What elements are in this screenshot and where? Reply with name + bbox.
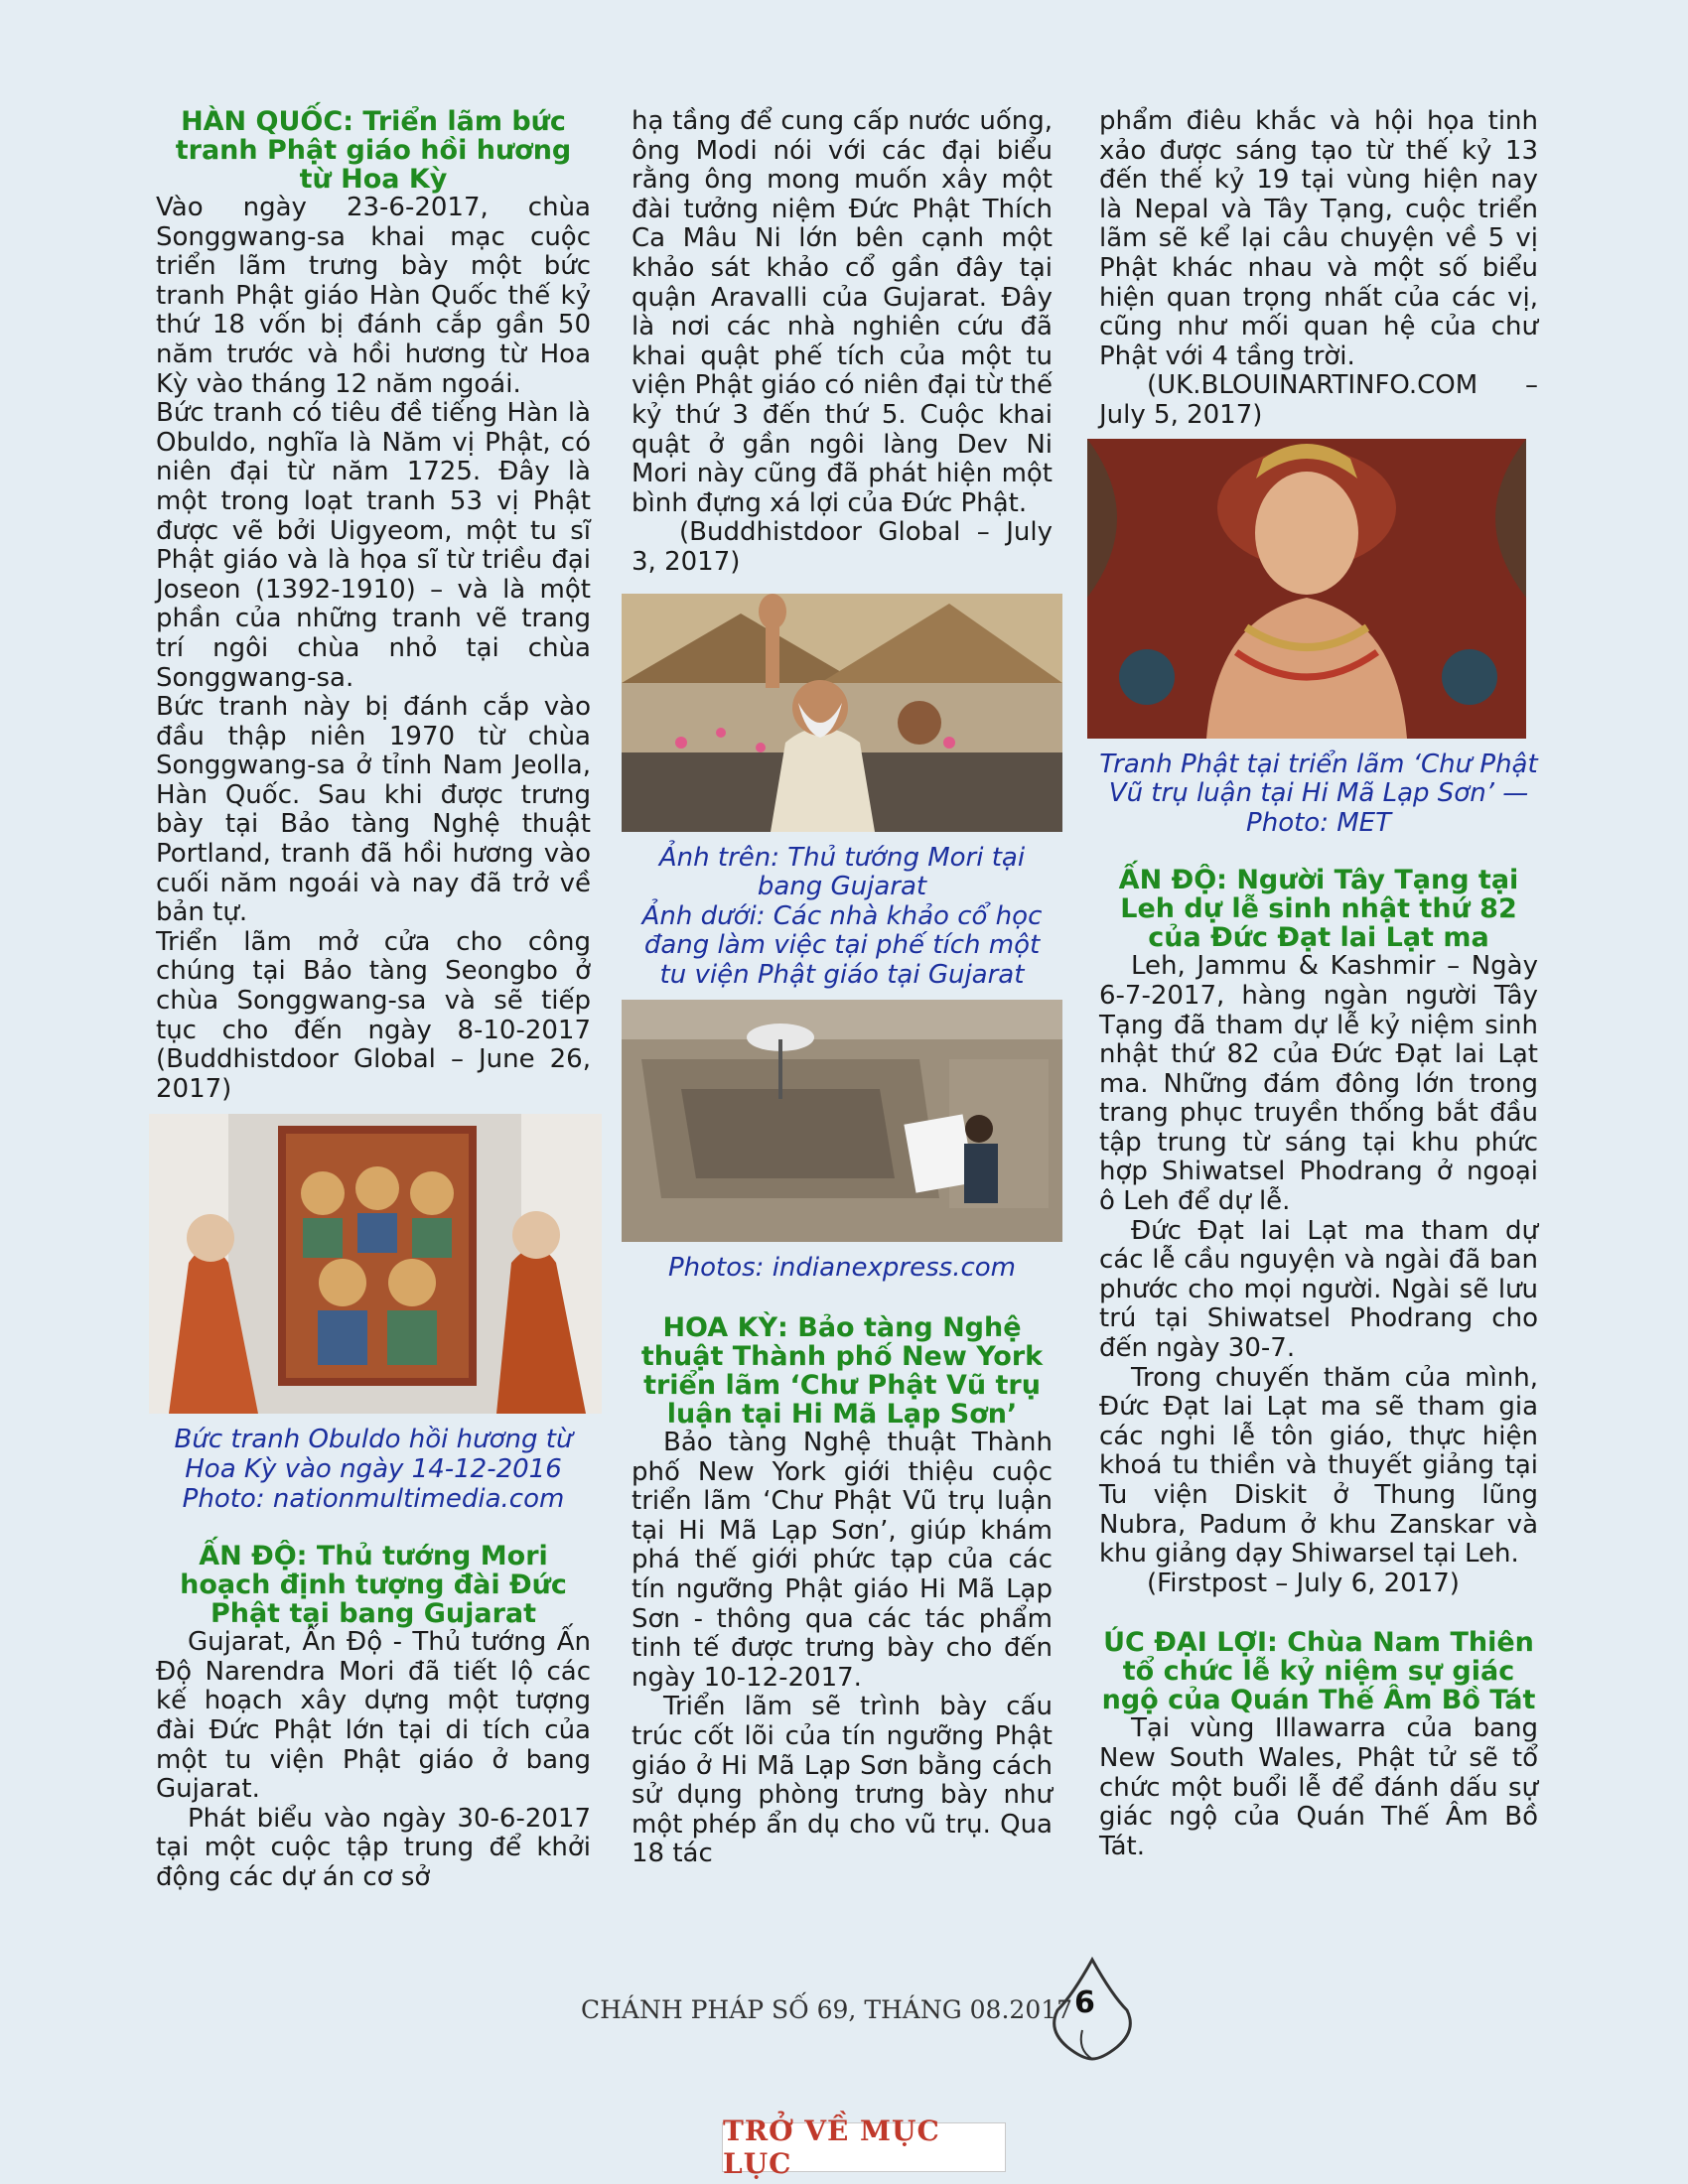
paragraph: Bảo tàng Nghệ thuật Thành phố New York giới thiệu cuộc triển lãm ‘Chư Phật Vũ trụ luận tại Hi Mã Lạp Sơn’, giúp khám phá thế giới phức tạp của các tín ngưỡng Phật giáo Hi Mã Lạp Sơn - thông qua các tác phẩm tinh tế được trưng bày cho đến ngày 10-12-2017. <box>632 1428 1053 1693</box>
paragraph: Tại vùng Illawarra của bang New South Wales, Phật tử sẽ tổ chức một buổi lễ để đánh dấu sự giác ngộ của Quán Thế Âm Bồ Tát. <box>1099 1713 1538 1861</box>
paragraph: hạ tầng để cung cấp nước uống, ông Modi nói với các đại biểu rằng ông mong muốn xây một đài tưởng niệm Đức Phật Thích Ca Mâu Ni lớn bên cạnh một khảo sát khảo cổ gần đây tại quận Aravalli của Gujarat. Đây là nơi các nhà nghiên cứu đã khai quật phế tích của một tu viện Phật giáo có niên đại từ thế kỷ thứ 3 đến thứ 5. Cuộc khai quật ở gần ngôi làng Dev Ni Mori này cũng đã phát hiện một bình đựng xá lợi của Đức Phật. <box>632 106 1053 518</box>
paragraph: phẩm điêu khắc và hội họa tinh xảo được sáng tạo từ thế kỷ 13 đến thế kỷ 19 tại vùng hiện nay là Nepal và Tây Tạng, cuộc triển lãm sẽ kể lại câu chuyện về 5 vị Phật khác nhau và một số biểu hiện quan trọng nhất của các vị, cũng như mối quan hệ của chư Phật với 4 tầng trời. <box>1099 106 1538 371</box>
paragraph: Triển lãm sẽ trình bày cấu trúc cốt lõi của tín ngưỡng Phật giáo ở Hi Mã Lạp Sơn bằng cách sử dụng phòng trưng bày như một phép ẩn dụ cho vũ trụ. Qua 18 tác <box>632 1692 1053 1869</box>
footer-issue: CHÁNH PHÁP SỐ 69, THÁNG 08.2017 <box>581 1995 1073 2024</box>
paragraph: Bức tranh này bị đánh cắp vào đầu thập niên 1970 từ chùa Songgwang-sa ở tỉnh Nam Jeolla, Hàn Quốc. Sau khi được trưng bày tại Bảo tàng Nghệ thuật Portland, tranh đã hồi hương vào cuối năm ngoái và nay đã trở về bản tự. <box>156 692 591 928</box>
column-2 <box>632 107 1053 1869</box>
headline-korea: HÀN QUỐC: Triển lãm bức tranh Phật giáo hồi hương từ Hoa Kỳ <box>175 106 572 195</box>
paragraph: Bức tranh có tiêu đề tiếng Hàn là Obuldo, nghĩa là Năm vị Phật, có niên đại từ năm 1725. Đây là một trong loạt tranh 53 vị Phật được vẽ bởi Uigyeom, một tu sĩ Phật giáo và là họa sĩ từ triều đại Joseon (1392-1910) – và là một phần của những tranh vẽ trang trí ngôi chùa nhỏ tại chùa Songgwang-sa. <box>156 398 591 693</box>
paragraph: Đức Đạt lai Lạt ma tham dự các lễ cầu nguyện và ngài đã ban phước cho mọi người. Ngài sẽ lưu trú tại Shiwatsel Phodrang cho đến ngày 30-7. <box>1099 1215 1538 1364</box>
photo-mori-gujarat <box>622 594 1062 832</box>
headline-india-dalai-lama: ẤN ĐỘ: Người Tây Tạng tại Leh dự lễ sinh nhật thứ 82 của Đức Đạt lai Lạt ma <box>1118 865 1519 954</box>
back-to-contents-button[interactable]: TRỞ VỀ MỤC LỤC <box>722 2122 1006 2172</box>
source-citation: (Buddhistdoor Global – July 3, 2017) <box>632 517 1053 577</box>
paragraph: Vào ngày 23-6-2017, chùa Songgwang-sa khai mạc cuộc triển lãm trưng bày một bức tranh Phật giáo Hàn Quốc thế kỷ thứ 18 vốn bị đánh cắp gần 50 năm trước và hồi hương từ Hoa Kỳ vào tháng 12 năm ngoái. <box>156 193 591 399</box>
caption-obuldo: Bức tranh Obuldo hồi hương từ Hoa Kỳ vào ngày 14-12-2016 Photo: nationmultimedia.com <box>174 1425 573 1514</box>
headline-australia: ÚC ĐẠI LỢI: Chùa Nam Thiên tổ chức lễ kỷ niệm sự giác ngộ của Quán Thế Âm Bồ Tát <box>1101 1627 1536 1716</box>
photo-excavation <box>622 1000 1062 1242</box>
photo-buddha-painting <box>1087 439 1526 739</box>
source-citation: (UK.BLOUINARTINFO.COM – July 5, 2017) <box>1099 370 1538 430</box>
paragraph: Trong chuyến thăm của mình, Đức Đạt lai Lạt ma sẽ tham gia các nghi lễ tôn giáo, thực hiện khoá tu thiền và thuyết giảng tại Tu viện Diskit ở Thung lũng Nubra, Padum ở khu Zanskar và khu giảng dạy Shiwarsel tại Leh. <box>1099 1362 1538 1570</box>
caption-excavation: Ảnh dưới: Các nhà khảo cổ học đang làm việc tại phế tích một tu viện Phật giáo tại Gujarat <box>641 900 1043 990</box>
photo-obuldo-painting <box>149 1114 602 1414</box>
caption-photo-credit: Photos: indianexpress.com <box>667 1253 1017 1284</box>
column-1 <box>156 107 591 1893</box>
paragraph: Gujarat, Ấn Độ - Thủ tướng Ấn Độ Narendra Mori đã tiết lộ các kế hoạch xây dựng một tượng đài Đức Phật lớn tại di tích của một tu viện Phật giáo ở bang Gujarat. <box>156 1627 591 1805</box>
caption-mori: Ảnh trên: Thủ tướng Mori tại bang Gujarat <box>658 842 1026 902</box>
headline-usa-met: HOA KỲ: Bảo tàng Nghệ thuật Thành phố New York triển lãm ‘Chư Phật Vũ trụ luận tại Hi Mã Lạp Sơn’ <box>640 1312 1044 1431</box>
page-number: 6 <box>1074 1985 1095 2020</box>
caption-buddha-painting: Tranh Phật tại triển lãm ‘Chư Phật Vũ trụ luận tại Hi Mã Lạp Sơn’ —Photo: MET <box>1099 749 1538 838</box>
headline-india-mori: ẤN ĐỘ: Thủ tướng Mori hoạch định tượng đài Đức Phật tại bang Gujarat <box>180 1541 567 1630</box>
paragraph: Leh, Jammu & Kashmir – Ngày 6-7-2017, hàng ngàn người Tây Tạng đã tham dự lễ kỷ niệm sinh nhật thứ 82 của Đức Đạt lai Lạt ma. Những đám đông lớn trong trang phục truyền thống bắt đầu tập trung từ sáng tại khu phức hợp Shiwatsel Phodrang ở ngoại ô Leh để dự lễ. <box>1099 951 1538 1217</box>
paragraph: Phát biểu vào ngày 30-6-2017 tại một cuộc tập trung để khởi động các dự án cơ sở <box>156 1803 591 1892</box>
column-3 <box>1099 107 1538 1861</box>
source-citation: (Firstpost – July 6, 2017) <box>1147 1568 1460 1598</box>
paragraph: Triển lãm mở cửa cho công chúng tại Bảo tàng Seongbo ở chùa Songgwang-sa và sẽ tiếp tục cho đến ngày 8-10-2017 (Buddhistdoor Global – June 26, 2017) <box>156 926 591 1104</box>
